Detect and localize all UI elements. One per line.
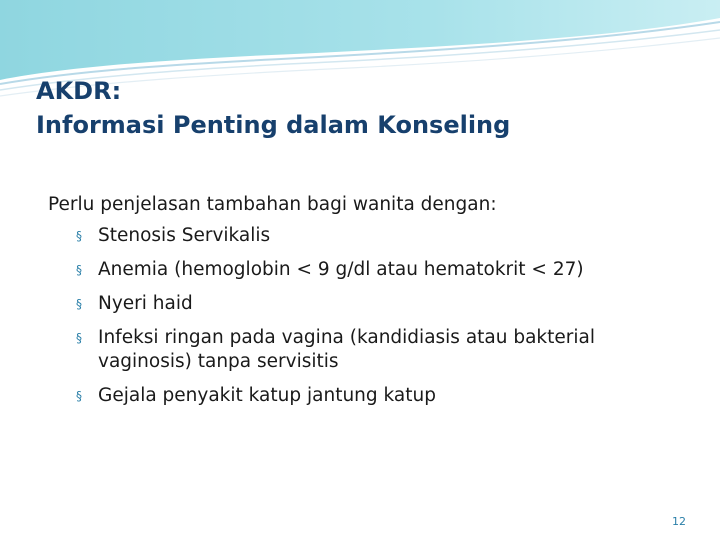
- title-line-2: Informasi Penting dalam Konseling: [36, 111, 511, 139]
- list-item: [48, 224, 668, 248]
- bullet-icon: §: [76, 331, 82, 345]
- bullet-icon: §: [76, 297, 82, 311]
- list-item-text: Nyeri haid: [98, 293, 193, 314]
- title-line-1: AKDR:: [36, 77, 122, 105]
- list-item: [48, 384, 668, 408]
- list-item: [48, 292, 668, 316]
- list-item-text: Anemia (hemoglobin < 9 g/dl atau hematokrit < 27): [98, 259, 584, 280]
- intro-text: Perlu penjelasan tambahan bagi wanita dengan:: [48, 194, 497, 215]
- list-item-text: Infeksi ringan pada vagina (kandidiasis atau bakterial vaginosis) tanpa servisitis: [98, 327, 596, 372]
- bullet-icon: §: [76, 229, 82, 243]
- list-item-text: Gejala penyakit katup jantung katup: [98, 385, 436, 406]
- slide-content: [48, 190, 668, 418]
- list-item: [48, 258, 668, 282]
- page-number: 12: [672, 515, 686, 528]
- list-item-text: Stenosis Servikalis: [98, 225, 271, 246]
- bullet-icon: §: [76, 389, 82, 403]
- list-item: [48, 326, 668, 374]
- bullet-icon: §: [76, 263, 82, 277]
- bullet-list: [48, 224, 668, 408]
- slide-title: [36, 74, 676, 142]
